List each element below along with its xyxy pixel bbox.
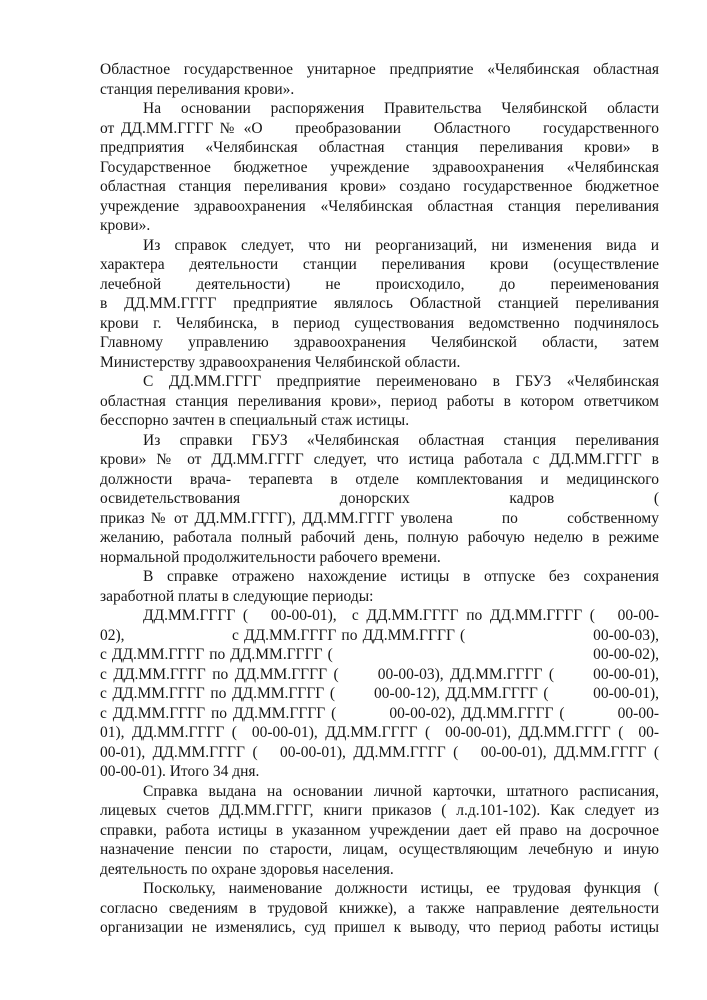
text-line: согласно сведениям в трудовой книжке), а также направление деятельности <box>100 899 659 917</box>
text-line: 01), ДД.ММ.ГГГГ ( 00-00-01), ДД.ММ.ГГГГ ( 00-00-01), ДД.ММ.ГГГГ ( 00- <box>100 724 659 741</box>
paragraph <box>100 567 659 606</box>
paragraph <box>100 60 659 99</box>
text-line: в ДД.ММ.ГГГГ предприятие являлось Областной станцией переливания <box>100 295 659 312</box>
text-line: 00-00-01). Итого 34 дня. <box>100 763 260 780</box>
text-line: областная станция переливания крови» создано государственное бюджетное <box>100 178 659 195</box>
text-line: Государственное бюджетное учреждение здравоохранения «Челябинская <box>100 158 659 176</box>
paragraph-leave-periods <box>100 606 659 782</box>
text-line: с ДД.ММ.ГГГГ по ДД.ММ.ГГГГ ( 00-00-03), ДД.ММ.ГГГГ ( 00-00-01), <box>100 665 659 683</box>
text-line: лечебной деятельности) не происходило, до переименования <box>100 275 659 293</box>
text-line: 00-01), ДД.ММ.ГГГГ ( 00-00-01), ДД.ММ.ГГГГ ( 00-00-01), ДД.ММ.ГГГГ ( <box>100 743 659 761</box>
text-line: На основании распоряжения Правительства Челябинской области <box>143 100 659 117</box>
paragraph <box>100 99 659 236</box>
text-line: Из справки ГБУЗ «Челябинская областная станция переливания <box>143 431 659 449</box>
text-line: Министерству здравоохранения Челябинской области. <box>100 353 461 371</box>
text-line: организации не изменялись, суд пришел к выводу, что период работы истицы <box>100 919 659 936</box>
text-line: областная станция переливания крови», период работы в котором ответчиком <box>100 392 659 410</box>
text-line: деятельность по охране здоровья населения. <box>100 860 394 878</box>
text-line: В справке отражено нахождение истицы в отпуске без сохранения <box>143 568 659 585</box>
document-text-body <box>100 60 659 938</box>
text-line: с ДД.ММ.ГГГГ по ДД.ММ.ГГГГ ( 00-00-02), ДД.ММ.ГГГГ ( 00-00- <box>100 704 659 722</box>
paragraph <box>100 372 659 431</box>
text-line: лицевых счетов ДД.ММ.ГГГГ, книги приказов ( л.д.101-102). Как следует из <box>100 802 659 819</box>
text-line: крови г. Челябинска, в период существования ведомственно подчинялось <box>100 314 659 332</box>
text-line: 02), с ДД.ММ.ГГГГ по ДД.ММ.ГГГГ ( 00-00-03), <box>100 626 659 644</box>
text-line: от ДД.ММ.ГГГГ № «О преобразовании Областного государственного <box>100 119 659 137</box>
text-line: с ДД.ММ.ГГГГ по ДД.ММ.ГГГГ ( 00-00-12), ДД.ММ.ГГГГ ( 00-00-01), <box>100 685 659 702</box>
text-line: назначение пенсии по старости, лицам, осуществляющим лечебную и иную <box>100 841 659 858</box>
text-line: нормальной продолжительности рабочего времени. <box>100 548 441 566</box>
text-line: Справка выдана на основании личной карточки, штатного расписания, <box>143 782 659 800</box>
text-line: предприятия «Челябинская областная станция переливания крови» в <box>100 139 659 156</box>
paragraph <box>100 782 659 880</box>
text-line: ДД.ММ.ГГГГ ( 00-00-01), с ДД.ММ.ГГГГ по ДД.ММ.ГГГГ ( 00-00- <box>143 607 659 624</box>
text-line: заработной платы в следующие периоды: <box>100 587 374 605</box>
text-line: крови». <box>100 217 151 234</box>
text-line: Поскольку, наименование должности истицы, ее трудовая функция ( <box>143 880 659 897</box>
text-line: бесспорно зачтен в специальный стаж истицы. <box>100 412 410 429</box>
text-line: характера деятельности станции переливания крови (осуществление <box>100 256 659 273</box>
text-line: С ДД.ММ.ГГГГ предприятие переименовано в ГБУЗ «Челябинская <box>143 373 659 390</box>
text-line: Из справок следует, что ни реорганизаций, ни изменения вида и <box>143 236 659 254</box>
text-line: Главному управлению здравоохранения Челябинской области, затем <box>100 334 659 351</box>
text-line: справки, работа истицы в указанном учреждении дает ей право на досрочное <box>100 821 659 839</box>
text-line: учреждение здравоохранения «Челябинская областная станция переливания <box>100 197 659 215</box>
text-line: станция переливания крови». <box>100 80 295 98</box>
text-line: крови» № от ДД.ММ.ГГГГ следует, что истица работала с ДД.ММ.ГГГГ в <box>100 451 659 468</box>
text-line: желанию, работала полный рабочий день, полную рабочую неделю в режиме <box>100 529 659 546</box>
text-line: Областное государственное унитарное предприятие «Челябинская областная <box>100 61 659 78</box>
paragraph <box>100 431 659 568</box>
text-line: должности врача- терапевта в отделе комплектования и медицинского <box>100 470 659 488</box>
text-line: освидетельствования донорских кадров ( <box>100 490 659 507</box>
paragraph <box>100 236 659 373</box>
paragraph <box>100 879 659 938</box>
text-line: приказ № от ДД.ММ.ГГГГ), ДД.ММ.ГГГГ уволена по собственному <box>100 509 659 527</box>
text-line: с ДД.ММ.ГГГГ по ДД.ММ.ГГГГ ( 00-00-02), <box>100 646 659 663</box>
